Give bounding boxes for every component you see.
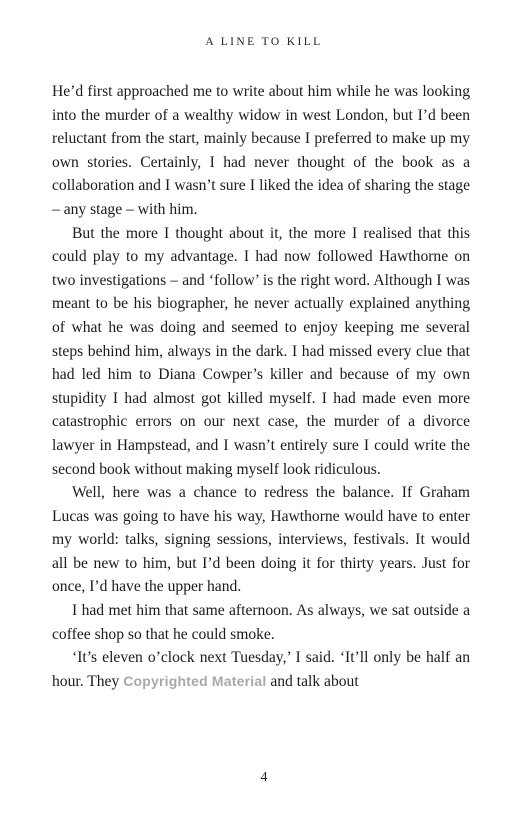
paragraph-4: I had met him that same afternoon. As always, we sat outside a coffee shop so that he could smoke. (52, 602, 470, 643)
paragraph-5-end: and talk about (266, 672, 359, 690)
copyright-watermark: Copyrighted Material (123, 672, 267, 689)
paragraph-1: He’d first approached me to write about him while he was looking into the murder of a wealthy widow in west London, but I’d been reluctant from the start, mainly because I preferred to make up my own stories. Certainly, I had never thought of the book as a collaboration and I wasn’t sure I liked the idea of sharing the stage – any stage – with him. (52, 83, 470, 218)
paragraph-5-start: ‘It’s eleven o’clock next Tuesday,’ I said. ‘It’ll only be half an hour. They (52, 649, 470, 690)
paragraph-2: But the more I thought about it, the more I realised that this could play to my advantage. I had now followed Hawthorne on two investigations – and ‘follow’ is the right word. Although I was meant to be his biographer, he never actually explained anything of what he was doing and seemed to enjoy keeping me several steps behind him, always in the dark. I had missed every clue that had led him to Diana Cowper’s killer and because of my own stupidity I had almost got killed myself. I had made even more catastrophic errors on our next case, the murder of a divorce lawyer in Hampstead, and I wasn’t entirely sure I could write the second book without making myself look ridiculous. (52, 224, 470, 478)
body-text (52, 80, 470, 693)
paragraph-5 (52, 646, 470, 693)
running-head: A LINE TO KILL (205, 36, 323, 48)
paragraph-3: Well, here was a chance to redress the balance. If Graham Lucas was going to have his way, Hawthorne would have to enter my world: talks, signing sessions, interviews, festivals. It would all be new to him, but I’d been doing it for thirty years. Just for once, I’d have the upper hand. (52, 484, 470, 596)
page-number: 4 (260, 770, 268, 785)
